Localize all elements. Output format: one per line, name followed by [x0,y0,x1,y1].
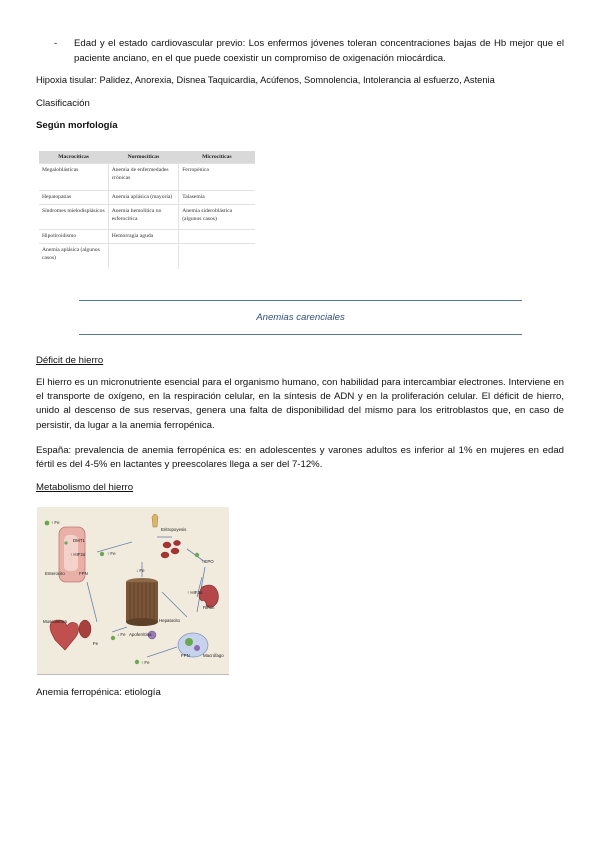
bullet-text: Edad y el estado cardiovascular previo: Los enfermos jóvenes toleran concentraciones bajas de Hb mejor que el paciente anciano, en el que puede coexistir un compromiso de oxigenación miocárdica. [74,38,564,64]
hipoxia-line: Hipoxia tisular: Palidez, Anorexia, Disnea Taquicardia, Acúfenos, Somnolencia, Intolerancia al esfuerzo, Astenia [36,75,495,85]
label-hepatocito: Hepatocito [159,618,180,623]
label-fe-muscle: Fe [93,641,99,646]
bullet-marker: - [54,38,58,49]
table-header-row [39,151,255,164]
label-dmt1: DMT1 [73,538,85,543]
label-macrofago: Macrófago [203,653,224,658]
section-title: Anemias carenciales [256,312,345,323]
clasificacion-label: Clasificación [36,98,90,109]
table-row [39,244,255,270]
deficit-paragraph: El hierro es un micronutriente esencial para el organismo humano, con habilidad para intercambiar electrones. Interviene en el transporte de oxígeno, en la respiración celular, en la síntesis de ADN y en la proliferación celular. El déficit de hierro, unido al descenso de sus reservas, genera una falta de disponibilidad del mismo para los eritroblastos que, en caso de persistir, da lugar a la anemia ferropénica. [36,377,564,431]
table-cell: Anemia aplásica (mayoría) [108,191,179,205]
table-cell: Ferropénica [179,164,255,191]
label-fe-down: ↓ Fe [136,568,145,573]
arrow-to-macrophage [162,592,187,617]
label-fe-mid: ↑ Fe [107,551,116,556]
table-cell: Anemia aplásica (algunos casos) [39,244,108,270]
label-epo: ↑ EPO [201,559,214,564]
table-cell: Megaloblásticas [39,164,108,191]
table-cell: Anemia sideroblástica (algunos casos) [179,205,255,230]
table-header-cell: Macrocíticas [39,151,108,164]
muscle-shape [50,620,79,650]
label-fpn-left: FPN [79,571,88,576]
label-fe-left: ↓ Fe [117,632,126,637]
table-row [39,191,255,205]
label-rinon: Riñón [203,605,215,610]
label-enterocito: Enterocito [45,571,65,576]
espana-paragraph: España: prevalencia de anemia ferropénica es: en adolescentes y varones adultos es inferior al 1% en mujeres en edad fértil es del 4-5% en lactantes y preescolares llega a ser del 7-12%. [36,445,564,471]
label-fe-top: ↑ Fe [51,520,60,525]
label-apoferritina: Apoferritina [129,632,152,637]
segun-morfologia-heading: Según morfología [36,120,118,131]
deficit-heading: Déficit de hierro [36,355,104,366]
label-fe-bottom: ↑ Fe [141,660,150,665]
label-eritropoyesis: Eritropoyesis [161,527,187,532]
table-header-cell: Normocíticas [108,151,179,164]
arrow-to-enterocyte [87,582,97,622]
table-row [39,164,255,191]
iron-metabolism-diagram [37,507,229,675]
table-cell: Anemia de enfermedades crónicas [108,164,179,191]
table-cell [179,244,255,270]
table-cell: Hipotiroidismo [39,230,108,244]
table-cell: Talasemia [179,191,255,205]
table-row [39,205,255,230]
section-rule-bottom [79,334,522,335]
label-musculatura: Musculatura [43,619,67,624]
table-cell [179,230,255,244]
label-hif2-enterocyte: ↑ HIF2α [70,552,86,557]
table-cell: Hemorragia aguda [108,230,179,244]
figure-caption: Anemia ferropénica: etiología [36,687,161,698]
table-header-cell: Microcíticas [179,151,255,164]
metabolismo-heading: Metabolismo del hierro [36,482,134,493]
label-fpn-right: FPN [181,653,190,658]
table-cell [108,244,179,270]
section-rule-top [79,300,522,301]
table-cell: Anemia hemolítica no esferocítica [108,205,179,230]
table-row [39,230,255,244]
morphology-table [39,151,255,269]
table-cell: Síndromes mielodisplásicos [39,205,108,230]
label-hif2-kidney: ↑ HIF2α [187,590,203,595]
table-cell: Hepatopatías [39,191,108,205]
